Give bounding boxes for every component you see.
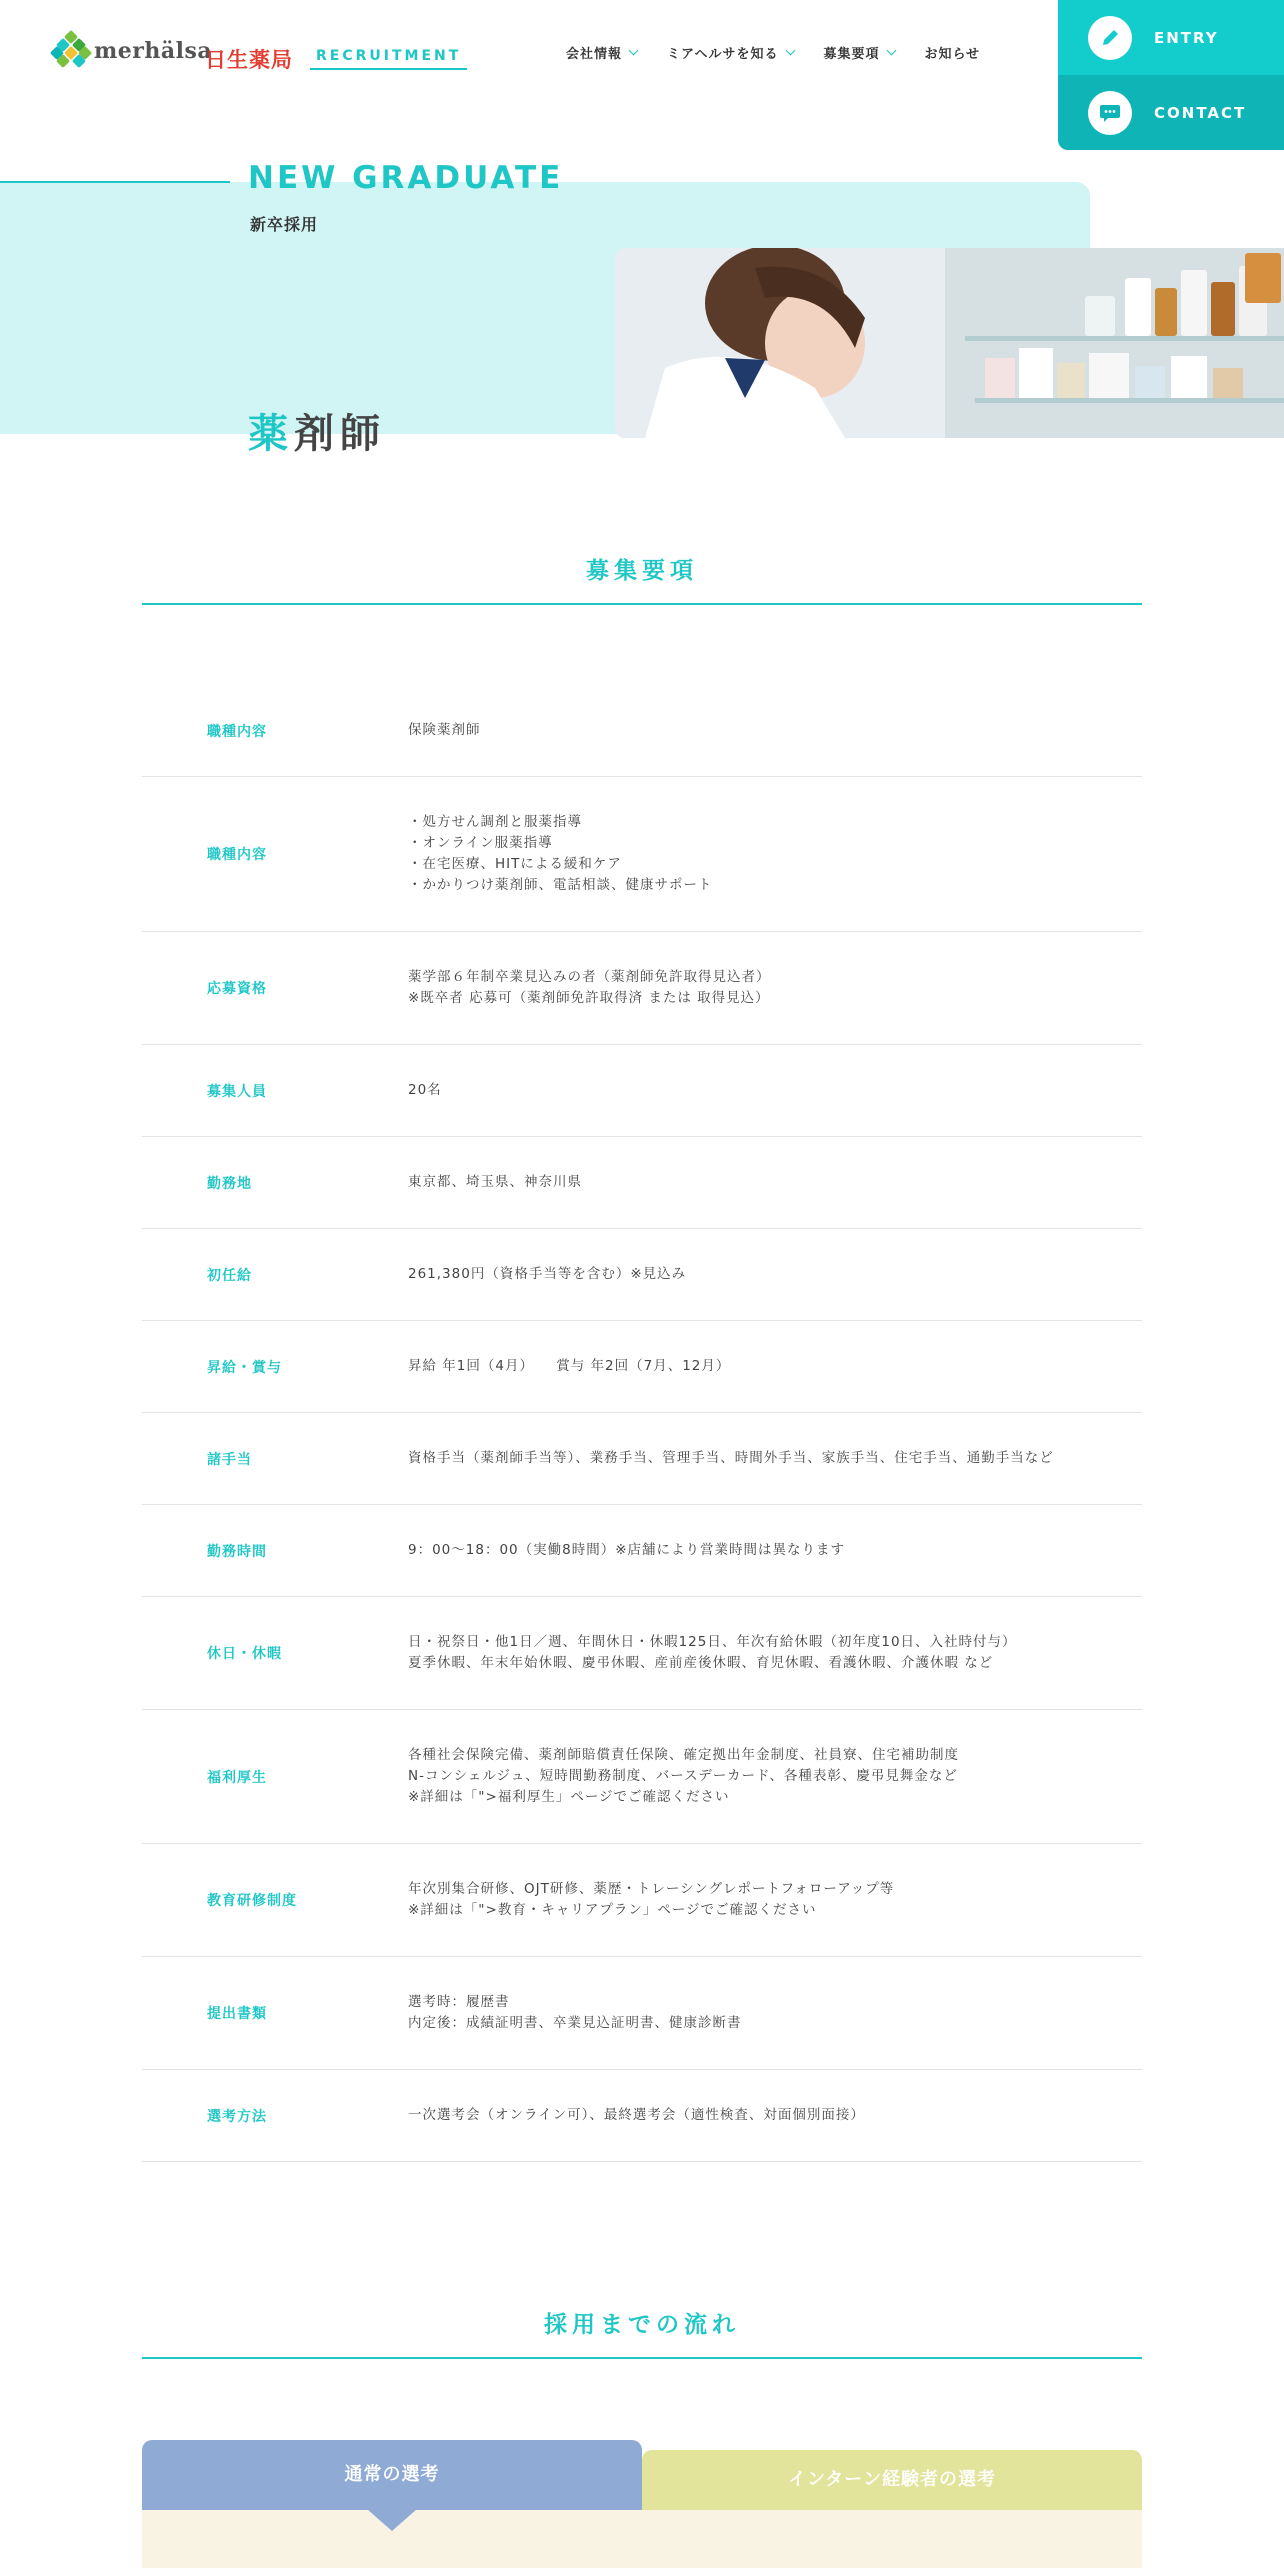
row-value-line: 年次別集合研修、OJT研修、薬歴・トレーシングレポートフォローアップ等 <box>408 1881 895 1897</box>
table-row <box>142 777 1142 932</box>
row-value <box>408 1264 1142 1285</box>
row-value <box>408 967 1142 1009</box>
hero-accent-line <box>0 181 230 183</box>
row-value <box>408 1172 1142 1193</box>
row-value-line: ※詳細は「">教育・キャリアプラン」ページでご確認ください <box>408 1902 817 1918</box>
row-label: 職種内容 <box>207 847 267 863</box>
hero-title-en: NEW GRADUATE <box>248 160 564 196</box>
table-row <box>142 932 1142 1045</box>
nav-item-label: 会社情報 <box>566 47 623 62</box>
row-label: 休日・休暇 <box>207 1646 282 1662</box>
nav-item-company[interactable] <box>566 43 637 62</box>
contact-button[interactable] <box>1058 75 1284 150</box>
row-value <box>408 2105 1142 2126</box>
row-value-line: 各種社会保険完備、薬剤師賠償責任保険、確定拠出年金制度、社員寮、住宅補助制度 <box>408 1747 959 1763</box>
row-value-line: ※既卒者 応募可（薬剤師免許取得済 または 取得見込） <box>408 990 770 1006</box>
table-row <box>142 1844 1142 1957</box>
chat-icon <box>1088 91 1132 135</box>
table-row <box>142 1045 1142 1137</box>
cta-panel <box>1058 0 1284 150</box>
hero-photo-pharmacist <box>615 248 1284 438</box>
row-value-line: 261,380円（資格手当等を含む）※見込み <box>408 1266 687 1282</box>
nav-item-news[interactable] <box>925 43 981 62</box>
row-value-line: 9：00〜18：00（実働8時間）※店舗により営業時間は異なります <box>408 1542 846 1558</box>
chevron-down-icon <box>629 46 639 56</box>
row-value-line: 内定後：成績証明書、卒業見込証明書、健康診断書 <box>408 2015 742 2031</box>
job-title-accent: 薬 <box>248 411 294 457</box>
row-value <box>408 1080 1142 1101</box>
nav-item-about[interactable] <box>667 43 793 62</box>
table-row <box>142 1137 1142 1229</box>
row-value <box>408 1448 1142 1469</box>
logo-text: merhälsa <box>94 38 213 64</box>
pharmacist-photo-illustration <box>615 248 1284 438</box>
hero-title-jp: 新卒採用 <box>250 215 319 234</box>
row-label: 提出書類 <box>207 2006 267 2022</box>
row-label: 教育研修制度 <box>207 1893 297 1909</box>
pencil-icon <box>1088 16 1132 60</box>
site-logo[interactable] <box>52 32 212 70</box>
row-value-line: ・オンライン服薬指導 <box>408 835 553 851</box>
row-value-line: 日・祝祭日・他1日／週、年間休日・休暇125日、年次有給休暇（初年度10日、入社時付与） <box>408 1634 1017 1650</box>
table-row <box>142 1505 1142 1597</box>
brand-name[interactable]: 日生薬局 <box>205 48 293 72</box>
flow-tab-panel <box>142 2510 1142 2568</box>
row-label: 諸手当 <box>207 1451 252 1468</box>
row-label: 福利厚生 <box>207 1769 267 1786</box>
row-value-line: 保険薬剤師 <box>408 722 481 738</box>
row-label: 選考方法 <box>207 2108 267 2125</box>
row-value-line: 夏季休暇、年末年始休暇、慶弔休暇、産前産後休暇、育児休暇、看護休暇、介護休暇 など <box>408 1655 994 1671</box>
row-value-line: ・処方せん調剤と服薬指導 <box>408 814 582 830</box>
row-value-line: 薬学部６年制卒業見込みの者（薬剤師免許取得見込者） <box>408 969 771 985</box>
row-value-line: 資格手当（薬剤師手当等）、業務手当、管理手当、時間外手当、家族手当、住宅手当、通勤手当など <box>408 1450 1054 1466</box>
row-value <box>408 812 1142 896</box>
active-tab-pointer <box>367 2509 417 2531</box>
requirements-heading: 募集要項 <box>586 558 698 584</box>
recruitment-label[interactable]: RECRUITMENT <box>310 48 467 70</box>
row-label: 昇給・賞与 <box>207 1359 282 1376</box>
row-value-line: ・在宅医療、HITによる緩和ケア <box>408 856 622 872</box>
row-value-line: 20名 <box>408 1082 442 1098</box>
row-value-line: ・かかりつけ薬剤師、電話相談、健康サポート <box>408 877 713 893</box>
job-title-rest: 剤師 <box>294 411 386 457</box>
chevron-down-icon <box>785 46 795 56</box>
table-row <box>142 1321 1142 1413</box>
entry-label: ENTRY <box>1154 28 1219 47</box>
nav-item-label: お知らせ <box>924 47 981 62</box>
global-nav <box>566 43 980 62</box>
row-label: 勤務地 <box>207 1175 252 1192</box>
tab-regular-selection[interactable]: 通常の選考 <box>142 2440 642 2510</box>
row-value-line: 選考時：履歴書 <box>408 1994 510 2010</box>
row-label: 職種内容 <box>207 723 267 740</box>
row-value-line: N-コンシェルジュ、短時間勤務制度、バースデーカード、各種表彰、慶弔見舞金など <box>408 1768 958 1784</box>
table-row <box>142 1957 1142 2070</box>
chevron-down-icon <box>886 46 896 56</box>
nav-item-requirements[interactable] <box>824 43 895 62</box>
requirements-table <box>142 685 1142 2162</box>
table-row <box>142 1710 1142 1844</box>
row-label: 初任給 <box>207 1267 252 1284</box>
table-row <box>142 685 1142 777</box>
row-value <box>408 1632 1142 1674</box>
row-value <box>408 1745 1142 1808</box>
row-label: 募集人員 <box>207 1083 267 1100</box>
row-value-line: 一次選考会（オンライン可）、最終選考会（適性検査、対面個別面接） <box>408 2107 865 2123</box>
nav-item-label: 募集要項 <box>823 47 880 62</box>
row-value-line: ※詳細は「">福利厚生」ページでご確認ください <box>408 1789 730 1805</box>
row-value-line: 東京都、埼玉県、神奈川県 <box>408 1174 582 1190</box>
table-row <box>142 2070 1142 2162</box>
row-value <box>408 1879 1142 1921</box>
row-label: 応募資格 <box>207 981 267 997</box>
nav-item-label: ミアヘルサを知る <box>667 47 779 62</box>
row-value-line: 昇給 年1回（4月） 賞与 年2回（7月、12月） <box>408 1358 731 1374</box>
requirements-heading-line <box>142 603 1142 605</box>
flow-heading-line <box>142 2357 1142 2359</box>
row-value <box>408 1992 1142 2034</box>
tab-intern-selection[interactable]: インターン経験者の選考 <box>642 2450 1142 2510</box>
flow-heading: 採用までの流れ <box>544 2312 740 2338</box>
row-value <box>408 720 1142 741</box>
row-value <box>408 1540 1142 1561</box>
row-label: 勤務時間 <box>207 1543 267 1560</box>
job-title <box>248 402 386 459</box>
contact-label: CONTACT <box>1154 103 1247 122</box>
table-row <box>142 1413 1142 1505</box>
logo-mark-icon <box>52 32 90 70</box>
row-value <box>408 1356 1142 1377</box>
table-row <box>142 1597 1142 1710</box>
table-row <box>142 1229 1142 1321</box>
entry-button[interactable] <box>1058 0 1284 75</box>
